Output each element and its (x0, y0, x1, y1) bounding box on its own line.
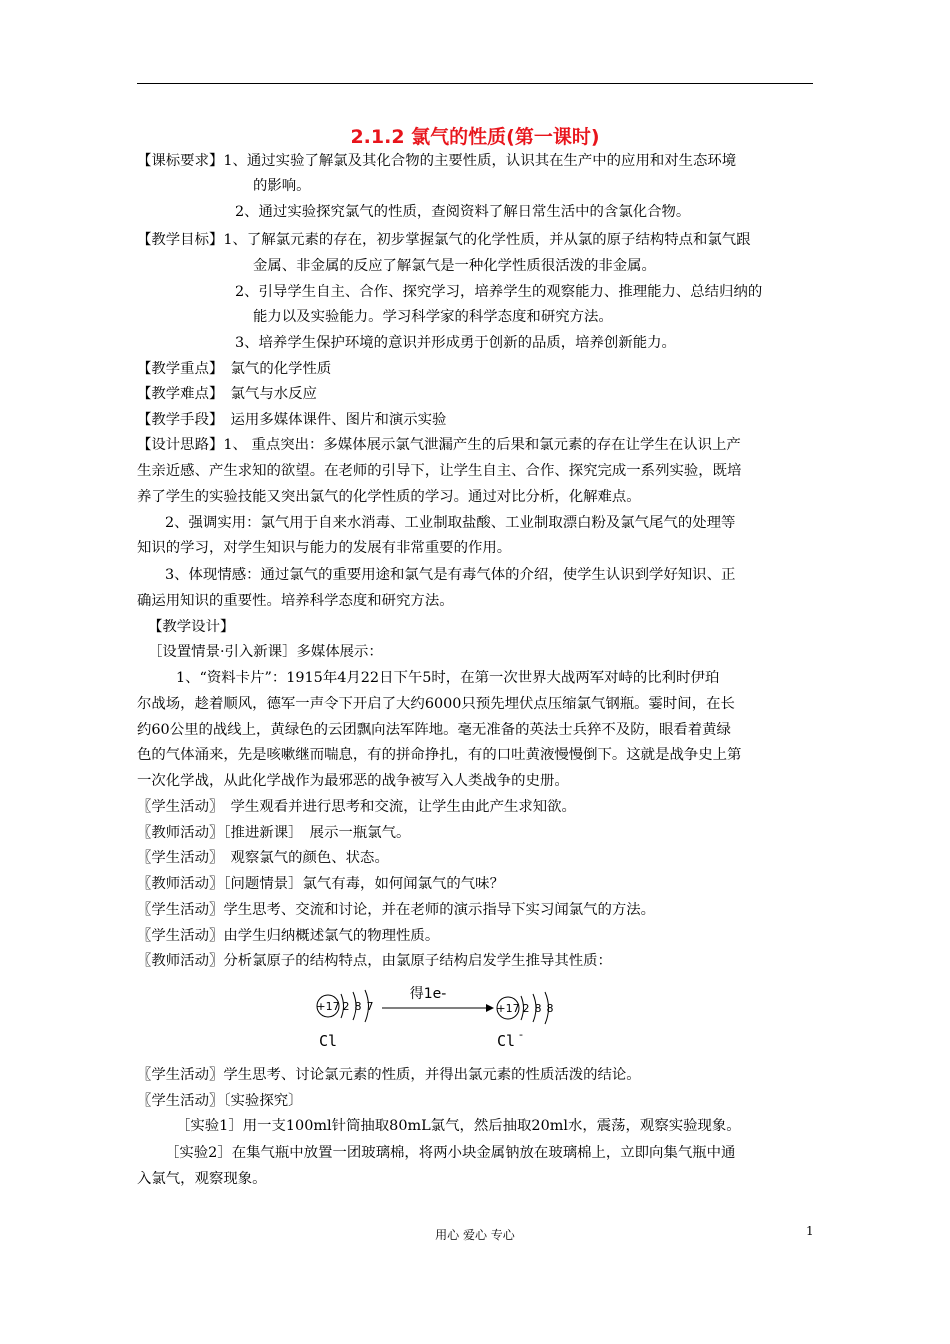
text-line: 〖教师活动〗［问题情景］氯气有毒，如何闻氯气的气味？ (137, 876, 504, 892)
right-shell-2: 8 (534, 1002, 542, 1015)
text-line: 入氯气，观察现象。 (137, 1171, 267, 1187)
text-line: 3、培养学生保护环境的意识并形成勇于创新的品质，培养创新能力。 (235, 335, 676, 351)
text-line: 【教学目标】1、了解氯元素的存在，初步掌握氯气的化学性质，并从氯的原子结构特点和氯气跟 (137, 232, 751, 248)
page-title: 2.1.2 氯气的性质(第一课时) (350, 126, 600, 148)
right-shell-3: 8 (546, 1002, 554, 1015)
arrow-label: 得1e- (409, 986, 447, 1002)
left-symbol: Cl (318, 1032, 338, 1050)
text-line: 一次化学战，从此化学战作为最邪恶的战争被写入人类战争的史册。 (137, 773, 569, 789)
text-line: 1、“资料卡片”：1915年4月22日下午5时，在第一次世界大战两军对峙的比利时伊珀 (176, 670, 720, 686)
text-line: 2、引导学生自主、合作、探究学习，培养学生的观察能力、推理能力、总结归纳的 (235, 284, 763, 300)
text-line: 2、通过实验探究氯气的性质，查阅资料了解日常生活中的含氯化合物。 (235, 204, 691, 220)
text-line: 金属、非金属的反应了解氯气是一种化学性质很活泼的非金属。 (253, 258, 656, 274)
text-line: 【课标要求】1、通过实验了解氯及其化合物的主要性质，认识其在生产中的应用和对生态环境 (137, 153, 737, 169)
left-shell-2: 8 (354, 1000, 362, 1013)
text-line: 尔战场，趁着顺风，德军一声令下开启了大约6000只预先埋伏点压缩氯气钢瓶。霎时间，在长 (137, 696, 735, 712)
right-charge: - (519, 1028, 523, 1041)
page-footer: 用心 爱心 专心 (435, 1228, 515, 1242)
text-line: 〖教师活动〗［推进新课］ 展示一瓶氯气。 (137, 825, 411, 841)
text-line: ［实验2］在集气瓶中放置一团玻璃棉，将两小块金属钠放在玻璃棉上，立即向集气瓶中通 (165, 1145, 736, 1161)
text-line: 〖教师活动〗分析氯原子的结构特点，由氯原子结构启发学生推导其性质： (137, 953, 612, 969)
text-line: 〖学生活动〗〔实验探究〕 (137, 1093, 303, 1109)
right-nucleus-label: +17 (496, 1002, 520, 1015)
text-line: 生亲近感、产生求知的欲望。在老师的引导下，让学生自主、合作、探究完成一系列实验，既培 (137, 463, 742, 479)
text-line: 【教学难点】 氯气与水反应 (137, 386, 317, 402)
left-shell-3: 7 (366, 1000, 374, 1013)
reaction-arrow (382, 986, 494, 1012)
left-shell-1: 2 (342, 1000, 350, 1013)
text-line: 【教学重点】 氯气的化学性质 (137, 361, 332, 377)
chlorine-atom-structure (316, 990, 373, 1050)
text-line: 知识的学习，对学生知识与能力的发展有非常重要的作用。 (137, 540, 512, 556)
text-line: 确运用知识的重要性。培养科学态度和研究方法。 (137, 593, 454, 609)
page-number: 1 (806, 1224, 814, 1238)
text-line: ［设置情景·引入新课］多媒体展示： (148, 644, 383, 660)
header-rule (137, 83, 813, 84)
text-line: 〖学生活动〗 观察氯气的颜色、状态。 (137, 850, 389, 866)
text-line: 能力以及实验能力。学习科学家的科学态度和研究方法。 (253, 309, 613, 325)
text-line: 约60公里的战线上，黄绿色的云团飘向法军阵地。毫无准备的英法士兵猝不及防，眼看着黄绿 (137, 722, 731, 738)
right-symbol: Cl (496, 1032, 516, 1050)
text-line: 2、强调实用：氯气用于自来水消毒、工业制取盐酸、工业制取漂白粉及氯气尾气的处理等 (165, 515, 736, 531)
text-line: 养了学生的实验技能又突出氯气的化学性质的学习。通过对比分析，化解难点。 (137, 489, 641, 505)
text-line: 〖学生活动〗由学生归纳概述氯气的物理性质。 (137, 928, 440, 944)
text-line: 【教学设计】 (148, 619, 235, 635)
text-line: 【设计思路】1、 重点突出：多媒体展示氯气泄漏产生的后果和氯元素的存在让学生在认识上产 (137, 437, 741, 453)
text-line: 〖学生活动〗学生思考、讨论氯元素的性质，并得出氯元素的性质活泼的结论。 (137, 1067, 641, 1083)
text-line: 【教学手段】 运用多媒体课件、图片和演示实验 (137, 412, 447, 428)
text-line: 3、体现情感：通过氯气的重要用途和氯气是有毒气体的介绍，使学生认识到学好知识、正 (165, 567, 736, 583)
text-line: 色的气体涌来，先是咳嗽继而喘息，有的拼命挣扎，有的口吐黄液慢慢倒下。这就是战争史上第 (137, 747, 742, 763)
text-line: 〖学生活动〗 学生观看并进行思考和交流，让学生由此产生求知欲。 (137, 799, 576, 815)
right-shell-1: 2 (522, 1002, 530, 1015)
text-line: 的影响。 (253, 178, 311, 194)
chloride-ion-structure (496, 992, 553, 1050)
text-line: 〖学生活动〗学生思考、交流和讨论，并在老师的演示指导下实习闻氯气的方法。 (137, 902, 656, 918)
chlorine-ion-diagram (310, 982, 560, 1050)
left-nucleus-label: +17 (316, 1000, 340, 1013)
text-line: ［实验1］用一支100ml针筒抽取80mL氯气，然后抽取20ml水，震荡，观察实验现象。 (176, 1118, 741, 1134)
